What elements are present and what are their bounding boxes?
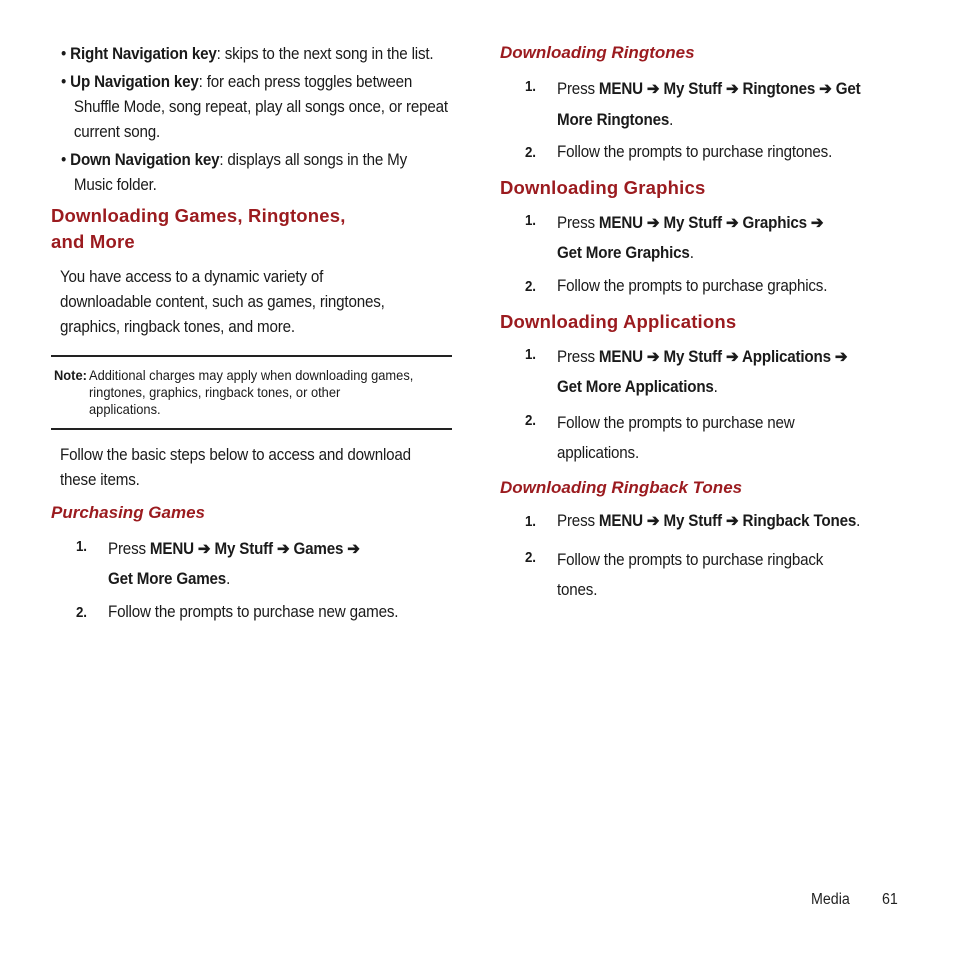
bullet-desc: : skips to the next song in the list. (216, 45, 434, 63)
step-period: . (713, 378, 718, 396)
step-number: 2. (525, 145, 536, 161)
menu-key: MENU (598, 512, 643, 530)
ringback-step-2 (557, 545, 823, 605)
step-text: Press (108, 540, 150, 558)
arrow-icon: ➔ (272, 540, 294, 558)
step-text: Press (557, 214, 599, 232)
section-heading-downloading (51, 203, 346, 255)
footer-section-name: Media (811, 891, 850, 908)
menu-item-ringtones: Ringtones (742, 80, 816, 98)
arrow-icon: ➔ (725, 80, 739, 98)
applications-step-1 (557, 342, 847, 402)
step-line: applications. (557, 444, 639, 462)
menu-item-my-stuff: My Stuff (214, 540, 273, 558)
arrow-icon: ➔ (725, 348, 739, 366)
step-number: 2. (525, 413, 536, 429)
bullet-down-nav (61, 148, 407, 198)
follow-paragraph (60, 443, 411, 493)
bullet-dot: • (61, 73, 71, 91)
heading-line: and More (51, 231, 135, 252)
ringtones-step-1-number (525, 74, 536, 100)
ringback-step-1-number (525, 509, 536, 535)
menu-item-get-more-games: Get More Games (108, 570, 227, 588)
graphics-step-2: Follow the prompts to purchase graphics. (557, 277, 828, 295)
graphics-step-1 (557, 208, 823, 268)
menu-item-get: Get (835, 80, 861, 98)
menu-item-my-stuff: My Stuff (663, 512, 722, 530)
bullet-right-nav (61, 42, 433, 67)
step-line: tones. (557, 581, 598, 599)
ringtones-step-2: Follow the prompts to purchase ringtones. (557, 143, 833, 161)
footer-page-number: 61 (882, 891, 898, 908)
note-top-rule (51, 355, 452, 357)
subheading-downloading-ringtones: Downloading Ringtones (500, 43, 695, 62)
arrow-icon: ➔ (343, 540, 360, 558)
bullet-term: Up Navigation key (70, 73, 199, 91)
intro-line: downloadable content, such as games, ringtones, (60, 293, 385, 311)
step-number: 2. (76, 605, 87, 621)
arrow-icon: ➔ (193, 540, 215, 558)
menu-key: MENU (598, 80, 643, 98)
arrow-icon: ➔ (725, 214, 739, 232)
ringback-step-2-number (525, 545, 536, 571)
bullet-dot: • (61, 151, 71, 169)
follow-line: Follow the basic steps below to access and download (60, 446, 411, 464)
note-body (89, 367, 413, 418)
bullet-desc: : displays all songs in the My (219, 151, 408, 169)
subheading-downloading-ringback-tones: Downloading Ringback Tones (500, 478, 743, 497)
step-number: 1. (525, 213, 536, 229)
arrow-icon: ➔ (646, 80, 660, 98)
bullet-term: Right Navigation key (70, 45, 217, 63)
note-bottom-rule (51, 428, 452, 430)
applications-step-1-number (525, 342, 536, 368)
menu-key: MENU (598, 214, 643, 232)
graphics-step-2-number (525, 274, 536, 300)
menu-item-get-more-graphics: Get More Graphics (557, 244, 690, 262)
games-step-2: Follow the prompts to purchase new games. (108, 603, 399, 621)
step-period: . (856, 512, 861, 530)
bullet-desc-line: Shuffle Mode, song repeat, play all songs once, or repeat (73, 98, 448, 116)
step-number: 1. (525, 347, 536, 363)
arrow-icon: ➔ (646, 214, 660, 232)
heading-line: Downloading Games, Ringtones, (51, 205, 346, 226)
heading-downloading-applications: Downloading Applications (500, 311, 737, 332)
menu-item-ringback-tones: Ringback Tones (742, 512, 857, 530)
step-text: Press (557, 512, 599, 530)
menu-item-applications: Applications (741, 348, 831, 366)
note-line: Additional charges may apply when downloading games, (89, 367, 414, 383)
follow-line: these items. (60, 471, 140, 489)
step-period: . (669, 111, 674, 129)
menu-item-more-ringtones: More Ringtones (557, 111, 670, 129)
menu-item-my-stuff: My Stuff (663, 80, 722, 98)
intro-line: You have access to a dynamic variety of (60, 268, 324, 286)
menu-item-my-stuff: My Stuff (663, 348, 722, 366)
arrow-icon: ➔ (834, 348, 848, 366)
step-text: Press (557, 80, 599, 98)
bullet-up-nav (61, 70, 448, 145)
bullet-term: Down Navigation key (70, 151, 220, 169)
subheading-purchasing-games: Purchasing Games (51, 503, 206, 522)
menu-item-graphics: Graphics (742, 214, 807, 232)
games-step-1-number (76, 534, 87, 560)
arrow-icon: ➔ (810, 214, 824, 232)
games-step-2-number (76, 600, 87, 626)
step-number: 1. (525, 79, 536, 95)
note-label-text: Note: (54, 367, 87, 383)
heading-downloading-graphics: Downloading Graphics (500, 177, 706, 198)
menu-item-games: Games (293, 540, 344, 558)
step-number: 1. (76, 539, 87, 555)
step-number: 2. (525, 279, 536, 295)
menu-key: MENU (598, 348, 643, 366)
intro-line: graphics, ringback tones, and more. (60, 318, 295, 336)
step-line: Follow the prompts to purchase new (557, 414, 795, 432)
note-line: ringtones, graphics, ringback tones, or other (89, 384, 341, 400)
menu-item-get-more-applications: Get More Applications (557, 378, 714, 396)
bullet-desc-line: Music folder. (73, 176, 157, 194)
step-line: Follow the prompts to purchase ringback (557, 551, 824, 569)
step-text: Press (557, 348, 599, 366)
ringtones-step-1 (557, 74, 860, 136)
bullet-desc: : for each press toggles between (198, 73, 413, 91)
menu-item-my-stuff: My Stuff (663, 214, 722, 232)
ringback-step-1 (557, 509, 860, 534)
games-step-1 (108, 534, 360, 594)
step-number: 2. (525, 550, 536, 566)
note-label (54, 367, 87, 384)
intro-paragraph (60, 265, 385, 340)
ringtones-step-2-number (525, 140, 536, 166)
arrow-icon: ➔ (646, 348, 660, 366)
step-period: . (226, 570, 231, 588)
step-number: 1. (525, 514, 536, 530)
arrow-icon: ➔ (646, 512, 660, 530)
bullet-desc-line: current song. (73, 123, 161, 141)
arrow-icon: ➔ (819, 80, 832, 98)
applications-step-2-number (525, 408, 536, 434)
arrow-icon: ➔ (725, 512, 739, 530)
menu-key: MENU (149, 540, 194, 558)
applications-step-2 (557, 408, 795, 468)
graphics-step-1-number (525, 208, 536, 234)
bullet-dot: • (61, 45, 71, 63)
note-line: applications. (89, 401, 161, 417)
step-period: . (689, 244, 694, 262)
